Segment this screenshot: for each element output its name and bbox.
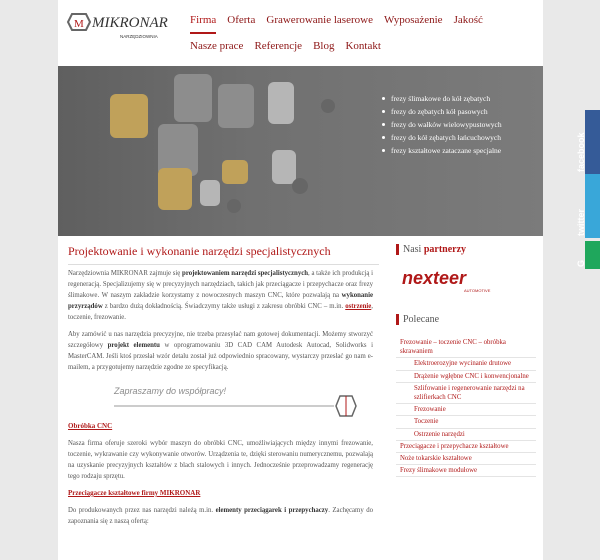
highlight: wykonanie przyrządów — [68, 292, 373, 310]
gear-cutters-image — [58, 66, 373, 236]
facebook-icon: facebook — [576, 132, 586, 172]
text: z bardzo dużą dokładnością. Świadczymy także usługi z zakresu obróbki CNC – m.in. — [102, 303, 346, 310]
sidebar — [396, 244, 536, 477]
broaches-section-title[interactable]: Przeciągacze kształtowe firmy MIKRONAR — [68, 489, 201, 497]
recommended-link[interactable]: Drążenie wgłębne CNC i konwencjonalne — [396, 371, 536, 383]
hero-item: frezy kształtowe zataczane specjalne — [381, 144, 529, 157]
text: . Zachęcamy do zapoznania się z naszą ofertą: — [68, 507, 373, 525]
nav-referencje[interactable]: Referencje — [254, 40, 303, 52]
hero-banner — [58, 66, 543, 236]
hero-product-list — [381, 92, 529, 157]
text: Narzędziownia MIKRONAR zajmuje się — [68, 270, 183, 277]
page-title: Projektowanie i wykonanie narzędzi specjalistycznych — [68, 244, 331, 258]
partners-heading — [396, 244, 536, 255]
text: , toczenie, frezowanie. — [68, 303, 373, 321]
hero-item: frezy do zębatych kół pasowych — [381, 105, 529, 118]
twitter-icon: twitter — [576, 209, 586, 236]
recommended-link[interactable]: Przeciągacze i przepychacze kształtowe — [396, 441, 536, 453]
company-logo[interactable] — [64, 10, 176, 54]
svg-text:nexteer: nexteer — [402, 268, 467, 288]
hero-item: frezy ślimakowe do kół zębatych — [381, 92, 529, 105]
svg-text:M: M — [74, 18, 84, 30]
recommended-link[interactable]: Elektroerozyjne wycinanie drutowe — [396, 358, 536, 370]
broaches-paragraph — [68, 505, 373, 527]
hero-item: frezy do wałków wielowypustowych — [381, 118, 529, 131]
cnc-paragraph: Nasza firma oferuje szeroki wybór maszyn do obróbki CNC, umożliwiających między innymi frezowanie, toczenie, wykrawanie czy wykonywanie otworów. Urządzenia te, dzięki sterowaniu numerycznemu, pozwalają na uzyskanie precyzyjnych kształtów z blach stalowych i innych. Jednocześnie przeprowadzamy regenerację tego rodzaju sprzętu. — [68, 440, 373, 480]
text: Nasi — [403, 244, 424, 255]
text-bold: partnerzy — [423, 244, 467, 255]
nav-blog[interactable]: Blog — [313, 40, 335, 52]
recommended-link[interactable]: Noże tokarskie kształtowe — [396, 453, 536, 465]
nav-wyposazenie[interactable]: Wyposażenie — [383, 14, 443, 26]
highlight: elementy przeciągarek i przepychaczy — [215, 507, 329, 514]
text: w oprogramowaniu 3D CAD CAM Autodesk Autocad, Solidworks i MasterCAM. Jeśli ktoś przesłał wzór detalu został już odpowiednio spracowany, wystarczy przesłać go nam e-mailem, a przygotujemy narzędzie zgodne ze specyfikacją. — [68, 342, 373, 371]
text: Do produkowanych przez nas narzędzi należą m.in. — [68, 507, 216, 514]
recommended-list — [396, 337, 536, 477]
signature — [114, 384, 358, 422]
cnc-section-title[interactable]: Obróbka CNC — [68, 422, 113, 430]
header — [58, 0, 543, 66]
nexteer-logo[interactable] — [400, 267, 510, 295]
recommended-link[interactable]: Frezy ślimakowe modułowe — [396, 465, 536, 477]
recommended-heading: Polecane — [396, 314, 536, 325]
title-divider — [68, 264, 379, 265]
nav-jakosc[interactable]: Jakość — [453, 14, 483, 26]
text: , a także ich produkcją i regeneracją. Specjalizujemy się w precyzyjnych narzędziach, takich jak przeciągacze i przepychacze oraz frezy ślimakowe. W naszym zakładzie korzystamy z nowoczesnych maszyn CNC, które pozwalają na — [68, 270, 374, 299]
twitter-tab[interactable] — [576, 174, 600, 238]
recommended-link[interactable]: Ostrzenie narzędzi — [396, 429, 536, 441]
nav-oferta[interactable]: Oferta — [227, 14, 256, 26]
nav-kontakt[interactable]: Kontakt — [345, 40, 381, 52]
intro-paragraph — [68, 268, 373, 323]
recommended-link[interactable]: Frezowanie – toczenie CNC – obróbka skrawaniem — [396, 337, 536, 358]
hero-item: frezy do kół zębatych łańcuchowych — [381, 131, 529, 144]
main-section — [58, 236, 543, 560]
google-tab[interactable] — [576, 241, 600, 269]
order-paragraph — [68, 329, 373, 373]
svg-text:MIKRONAR: MIKRONAR — [92, 15, 168, 31]
recommended-link[interactable]: Toczenie — [396, 416, 536, 428]
page — [58, 0, 543, 560]
nav-firma[interactable]: Firma — [190, 8, 216, 34]
nav-grawerowanie[interactable]: Grawerowanie laserowe — [266, 14, 373, 26]
signature-text: Zapraszamy do współpracy! — [114, 386, 227, 396]
google-icon: G — [576, 259, 586, 267]
recommended-link[interactable]: Szlifowanie i regenerowanie narzędzi na szlifierkach CNC — [396, 383, 536, 404]
highlight: projekt elementu — [107, 342, 160, 349]
svg-text:NARZĘDZIOWNIA: NARZĘDZIOWNIA — [120, 34, 158, 39]
main-nav — [190, 8, 530, 58]
recommended-link[interactable]: Frezowanie — [396, 404, 536, 416]
facebook-tab[interactable] — [576, 110, 600, 174]
svg-text:AUTOMOTIVE: AUTOMOTIVE — [464, 288, 491, 293]
highlight: projektowaniem narzędzi specjalistycznych — [182, 270, 309, 277]
text: Aby zamówić u nas narzędzia precyzyjne, nie trzeba przesyłać nam gotowej dokumentacji. Możemy stworzyć szczegółowy — [68, 331, 373, 349]
ostrzenie-link[interactable]: ostrzenie — [345, 303, 372, 310]
nav-nasze-prace[interactable]: Nasze prace — [190, 40, 244, 52]
